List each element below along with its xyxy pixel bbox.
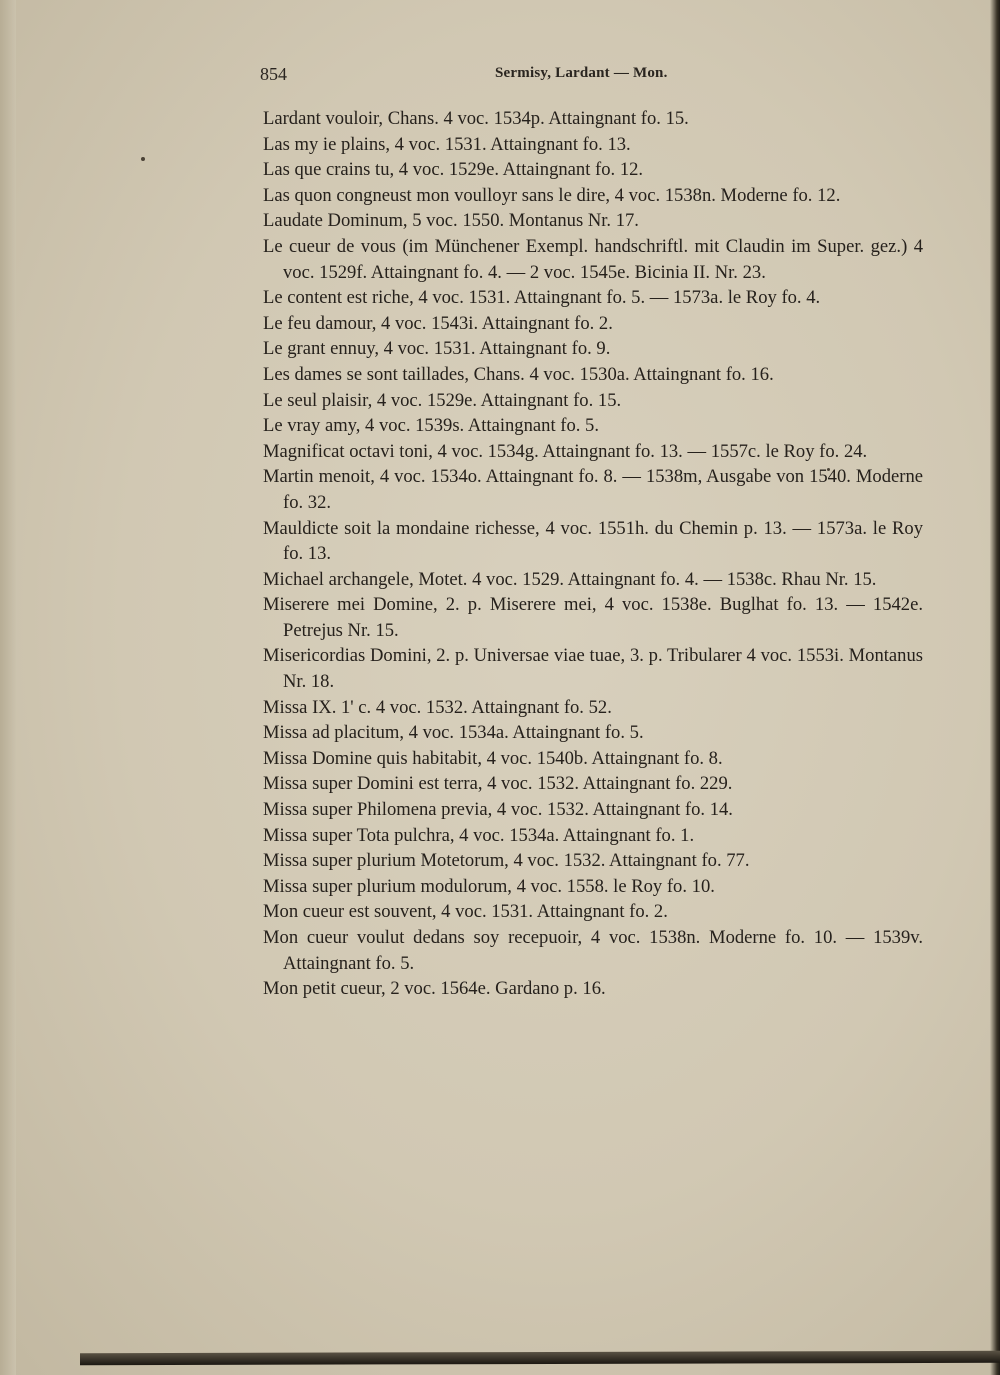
index-entry: Le feu damour, 4 voc. 1543i. Attaingnant fo. 2. (263, 312, 613, 334)
index-entry: Miserere mei Domine, 2. p. Miserere mei, 4 voc. 1538e. Buglhat fo. 13. — 1542e. Petrejus Nr. 15. (263, 594, 923, 641)
index-entry: Missa super Domini est terra, 4 voc. 1532. Attaingnant fo. 229. (263, 773, 733, 795)
running-head (260, 64, 920, 86)
page-right-edge (990, 0, 1000, 1375)
index-entry: Missa super Philomena previa, 4 voc. 1532. Attaingnant fo. 14. (263, 799, 733, 821)
index-entry: Missa super plurium modulorum, 4 voc. 1558. le Roy fo. 10. (263, 875, 715, 897)
index-entry: Mon cueur voulut dedans soy recepuoir, 4 voc. 1538n. Moderne fo. 10. — 1539v. Attaingnant fo. 5. (263, 927, 923, 974)
ink-speck (141, 157, 145, 161)
index-entry: Misericordias Domini, 2. p. Universae viae tuae, 3. p. Tribularer 4 voc. 1553i. Montanus Nr. 18. (263, 645, 923, 693)
index-entry: Mon petit cueur, 2 voc. 1564e. Gardano p. 16. (263, 978, 606, 1000)
index-entries (263, 106, 923, 1002)
index-entry: Missa IX. 1' c. 4 voc. 1532. Attaingnant fo. 52. (263, 696, 612, 718)
page-left-edge (0, 0, 16, 1375)
scan-bottom-edge (80, 1351, 1000, 1365)
index-entry: Mon cueur est souvent, 4 voc. 1531. Attaingnant fo. 2. (263, 901, 668, 923)
index-entry: Magnificat octavi toni, 4 voc. 1534g. Attaingnant fo. 13. — 1557c. le Roy fo. 24. (263, 440, 868, 462)
index-entry: Las quon congneust mon voulloyr sans le dire, 4 voc. 1538n. Moderne fo. 12. (263, 184, 841, 206)
index-entry: Mauldicte soit la mondaine richesse, 4 voc. 1551h. du Chemin p. 13. — 1573a. le Roy fo. 13. (263, 517, 923, 565)
page-number: 854 (260, 64, 287, 84)
index-entry: Le cueur de vous (im Münchener Exempl. handschriftl. mit Claudin im Super. gez.) 4 voc. 1529f. Attaingnant fo. 4. — 2 voc. 1545e. Bicinia II. Nr. 23. (263, 235, 923, 283)
index-entry: Le vray amy, 4 voc. 1539s. Attaingnant fo. 5. (263, 415, 599, 437)
index-entry: Missa super Tota pulchra, 4 voc. 1534a. Attaingnant fo. 1. (263, 824, 695, 846)
index-entry: Missa super plurium Motetorum, 4 voc. 1532. Attaingnant fo. 77. (263, 850, 750, 872)
running-title: Sermisy, Lardant — Mon. (495, 65, 668, 81)
index-entry: Les dames se sont taillades, Chans. 4 voc. 1530a. Attaingnant fo. 16. (263, 363, 774, 385)
index-entry: Las que crains tu, 4 voc. 1529e. Attaingnant fo. 12. (263, 159, 644, 181)
index-entry: Le content est riche, 4 voc. 1531. Attaingnant fo. 5. — 1573a. le Roy fo. 4. (263, 287, 821, 309)
index-entry: Martin menoit, 4 voc. 1534o. Attaingnant fo. 8. — 1538m, Ausgabe von 1540. Moderne fo. 32. (263, 466, 923, 513)
index-entry: Laudate Dominum, 5 voc. 1550. Montanus Nr. 17. (263, 210, 639, 232)
index-entry: Le seul plaisir, 4 voc. 1529e. Attaingnant fo. 15. (263, 389, 622, 411)
index-entry: Michael archangele, Motet. 4 voc. 1529. Attaingnant fo. 4. — 1538c. Rhau Nr. 15. (263, 568, 877, 590)
index-entry: Las my ie plains, 4 voc. 1531. Attaingnant fo. 13. (263, 133, 631, 155)
index-entry: Le grant ennuy, 4 voc. 1531. Attaingnant fo. 9. (263, 338, 611, 360)
index-entry: Missa ad placitum, 4 voc. 1534a. Attaingnant fo. 5. (263, 722, 644, 744)
index-entry: Lardant vouloir, Chans. 4 voc. 1534p. Attaingnant fo. 15. (263, 108, 689, 129)
index-entry: Missa Domine quis habitabit, 4 voc. 1540b. Attaingnant fo. 8. (263, 747, 723, 769)
